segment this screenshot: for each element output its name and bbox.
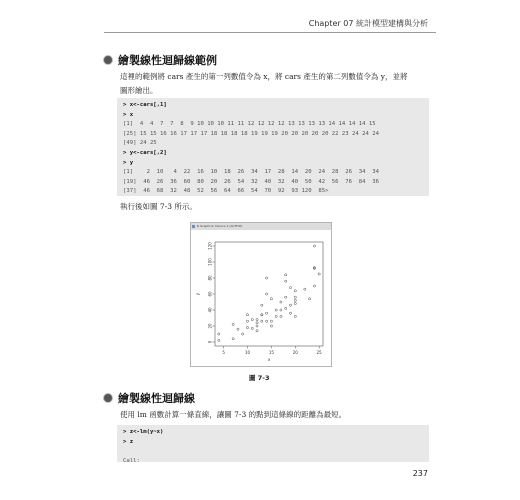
- data-point: [275, 309, 277, 311]
- data-point: [294, 299, 296, 301]
- code-command-line: > y<-cars[,2]: [123, 149, 167, 156]
- data-point: [309, 298, 311, 300]
- paragraph-line: 圖形繪出。: [120, 86, 158, 95]
- data-point: [246, 314, 248, 316]
- data-point: [266, 320, 268, 322]
- window-titlebar: [191, 223, 331, 230]
- data-point: [318, 273, 320, 275]
- data-point: [261, 304, 263, 306]
- data-point: [261, 320, 263, 322]
- y-tick-label: 0: [207, 340, 213, 344]
- data-point: [289, 312, 291, 314]
- data-point: [266, 277, 268, 279]
- data-point: [285, 280, 287, 282]
- data-point: [251, 327, 253, 329]
- data-point: [304, 288, 306, 290]
- data-point: [294, 315, 296, 317]
- data-point: [251, 319, 253, 321]
- code-output-line: [49] 24 25: [123, 140, 157, 147]
- data-point: [294, 290, 296, 292]
- data-point: [285, 307, 287, 309]
- data-point: [294, 296, 296, 298]
- r-graphics-window: [190, 222, 332, 367]
- figure-caption: 圖 7-3: [249, 374, 270, 382]
- x-axis-label: x: [267, 357, 271, 362]
- code-command-line: > z: [123, 438, 134, 445]
- data-point: [246, 327, 248, 329]
- code-output-line: [37] 46 68 32 48 52 56 64 66 54 70 92 93 120 85>: [123, 188, 329, 195]
- y-tick-label: 80: [207, 275, 213, 281]
- r-app-icon: [192, 225, 195, 228]
- data-point: [237, 328, 239, 330]
- x-tick-label: 25: [316, 350, 322, 355]
- data-point: [313, 285, 315, 287]
- data-point: [246, 320, 248, 322]
- data-point: [256, 322, 258, 324]
- data-point: [256, 330, 258, 332]
- data-point: [285, 296, 287, 298]
- data-point: [261, 314, 263, 316]
- page-number: 237: [412, 469, 428, 478]
- section-title: 繪製線性迴歸線範例: [118, 54, 217, 67]
- x-tick-label: 5: [222, 350, 225, 355]
- y-tick-label: 100: [207, 258, 213, 266]
- y-tick-label: 60: [207, 291, 213, 297]
- data-point: [275, 315, 277, 317]
- plot-frame: [215, 242, 323, 346]
- data-point: [289, 304, 291, 306]
- code-output-line: [25] 15 15 16 16 17 17 17 18 18 18 18 19 19 19 20 20 20 20 20 22 23 24 24 24: [123, 130, 379, 137]
- data-point: [232, 338, 234, 340]
- y-tick-label: 40: [207, 307, 213, 313]
- data-point: [270, 298, 272, 300]
- data-point: [232, 323, 234, 325]
- code-command-line: > z<-lm(y~x): [123, 429, 164, 435]
- running-header: Chapter 07 統計模型建構與分析: [308, 19, 428, 28]
- code-output-line: [1] 2 10 4 22 16 10 18 26 34 17 28 14 20 24 28 26 34 34: [123, 169, 379, 176]
- data-point: [218, 333, 220, 335]
- data-point: [266, 293, 268, 295]
- regression-paragraph: 使用 lm 函數計算一條直線，讓圖 7-3 的點到這條線的距離為最短。: [120, 410, 347, 419]
- section-heading-example: [103, 52, 217, 68]
- data-point: [256, 325, 258, 327]
- figure-intro: 執行後如圖 7-3 所示。: [120, 202, 197, 211]
- data-point: [285, 274, 287, 276]
- data-point: [289, 287, 291, 289]
- x-tick-label: 10: [244, 350, 251, 355]
- data-point: [280, 301, 282, 303]
- heading-bullet-icon: [103, 55, 113, 65]
- heading-bullet-icon: [103, 393, 113, 403]
- section-title: 繪製線性迴歸線: [118, 392, 195, 405]
- x-tick-label: 20: [292, 350, 298, 355]
- code-block-2: [117, 425, 429, 462]
- intro-paragraph: [120, 70, 420, 98]
- code-output-line: [19] 46 26 36 60 80 20 26 54 32 40 32 40 50 42 56 76 84 36: [123, 178, 379, 185]
- data-point: [242, 333, 244, 335]
- paragraph-line: 這裡的範例將 cars 產生的第一列數值令為 x，將 cars 產生的第二列數值令為 y，並將: [120, 72, 408, 81]
- section-heading-regression: [103, 390, 195, 406]
- code-command-line: > x: [123, 111, 134, 118]
- header-rule: [104, 32, 436, 33]
- data-point: [313, 245, 315, 247]
- code-output-line: Call:: [123, 457, 140, 464]
- data-point: [270, 325, 272, 327]
- data-point: [256, 319, 258, 321]
- code-command-line: > x<-cars[,1]: [123, 102, 167, 108]
- data-point: [294, 303, 296, 305]
- scatter-plot: [191, 230, 331, 366]
- data-point: [218, 339, 220, 341]
- x-tick-label: 15: [268, 350, 274, 355]
- y-axis-label: y: [195, 292, 200, 296]
- code-output-line: [1] 4 4 7 7 8 9 10 10 10 11 11 12 12 12 12 13 13 13 13 14 14 14 14 15: [123, 121, 376, 128]
- code-command-line: > y: [123, 159, 134, 166]
- y-tick-label: 20: [207, 323, 213, 329]
- y-tick-label: 120: [207, 242, 213, 250]
- data-point: [266, 312, 268, 314]
- data-point: [280, 309, 282, 311]
- data-point: [270, 320, 272, 322]
- data-point: [280, 315, 282, 317]
- code-block-1: [117, 98, 429, 196]
- code-output-line: [123, 447, 423, 457]
- window-title: R Graphics: Device 2 (ACTIVE): [197, 224, 243, 228]
